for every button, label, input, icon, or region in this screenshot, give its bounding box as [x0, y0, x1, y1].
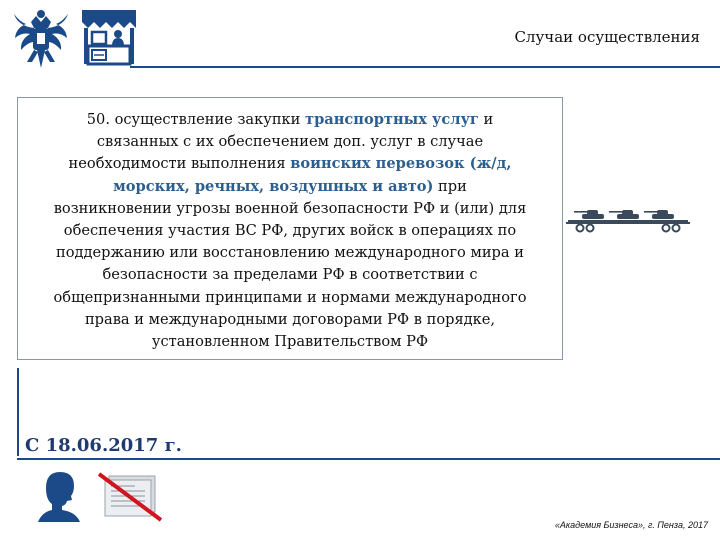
content-line-1: 50. осуществление закупки транспортных услуг и: [86, 111, 494, 128]
slide-title: Случаи осуществления: [514, 28, 700, 46]
footer-credit: «Академия Бизнеса», г. Пенза, 2017: [554, 520, 708, 530]
content-line-5: возникновении угрозы военной безопасности РФ и (или) для: [53, 199, 527, 217]
content-line-3: необходимости выполнения воинских перевозок (ж/д,: [68, 155, 512, 173]
tanks-on-railcar-icon: [566, 203, 690, 235]
bottom-divider: [17, 458, 720, 460]
crossed-document-icon: [95, 472, 165, 522]
content-line-4: морских, речных, воздушных и авто) при: [113, 177, 467, 195]
content-line-11: установленном Правительством РФ: [151, 333, 429, 351]
highlight-military-transport: воинских перевозок (ж/д,: [290, 155, 512, 173]
content-line-8: безопасности за пределами РФ в соответствии с: [102, 266, 478, 284]
content-text: [18, 109, 562, 353]
effective-date-label: С 18.06.2017 г.: [25, 435, 182, 456]
double-headed-eagle-icon: [12, 8, 70, 70]
header-divider: [130, 66, 720, 68]
content-line-7: поддержанию или восстановлению международного мира и: [56, 244, 524, 262]
content-line-9: общепризнанными принципами и нормами международного: [53, 288, 527, 306]
content-line-10: права и международными договорами РФ в порядке,: [84, 310, 496, 328]
person-silhouette-icon: [36, 470, 82, 522]
content-line-2: связанных с их обеспечением доп. услуг в случае: [96, 133, 484, 151]
content-line-6: обеспечения участия ВС РФ, других войск в операциях по: [63, 222, 517, 240]
kiosk-icon: [80, 8, 138, 66]
left-accent-rule: [17, 368, 19, 456]
highlight-transport-modes: морских, речных, воздушных и авто): [113, 177, 434, 195]
highlight-transport-services: транспортных услуг: [305, 111, 479, 128]
